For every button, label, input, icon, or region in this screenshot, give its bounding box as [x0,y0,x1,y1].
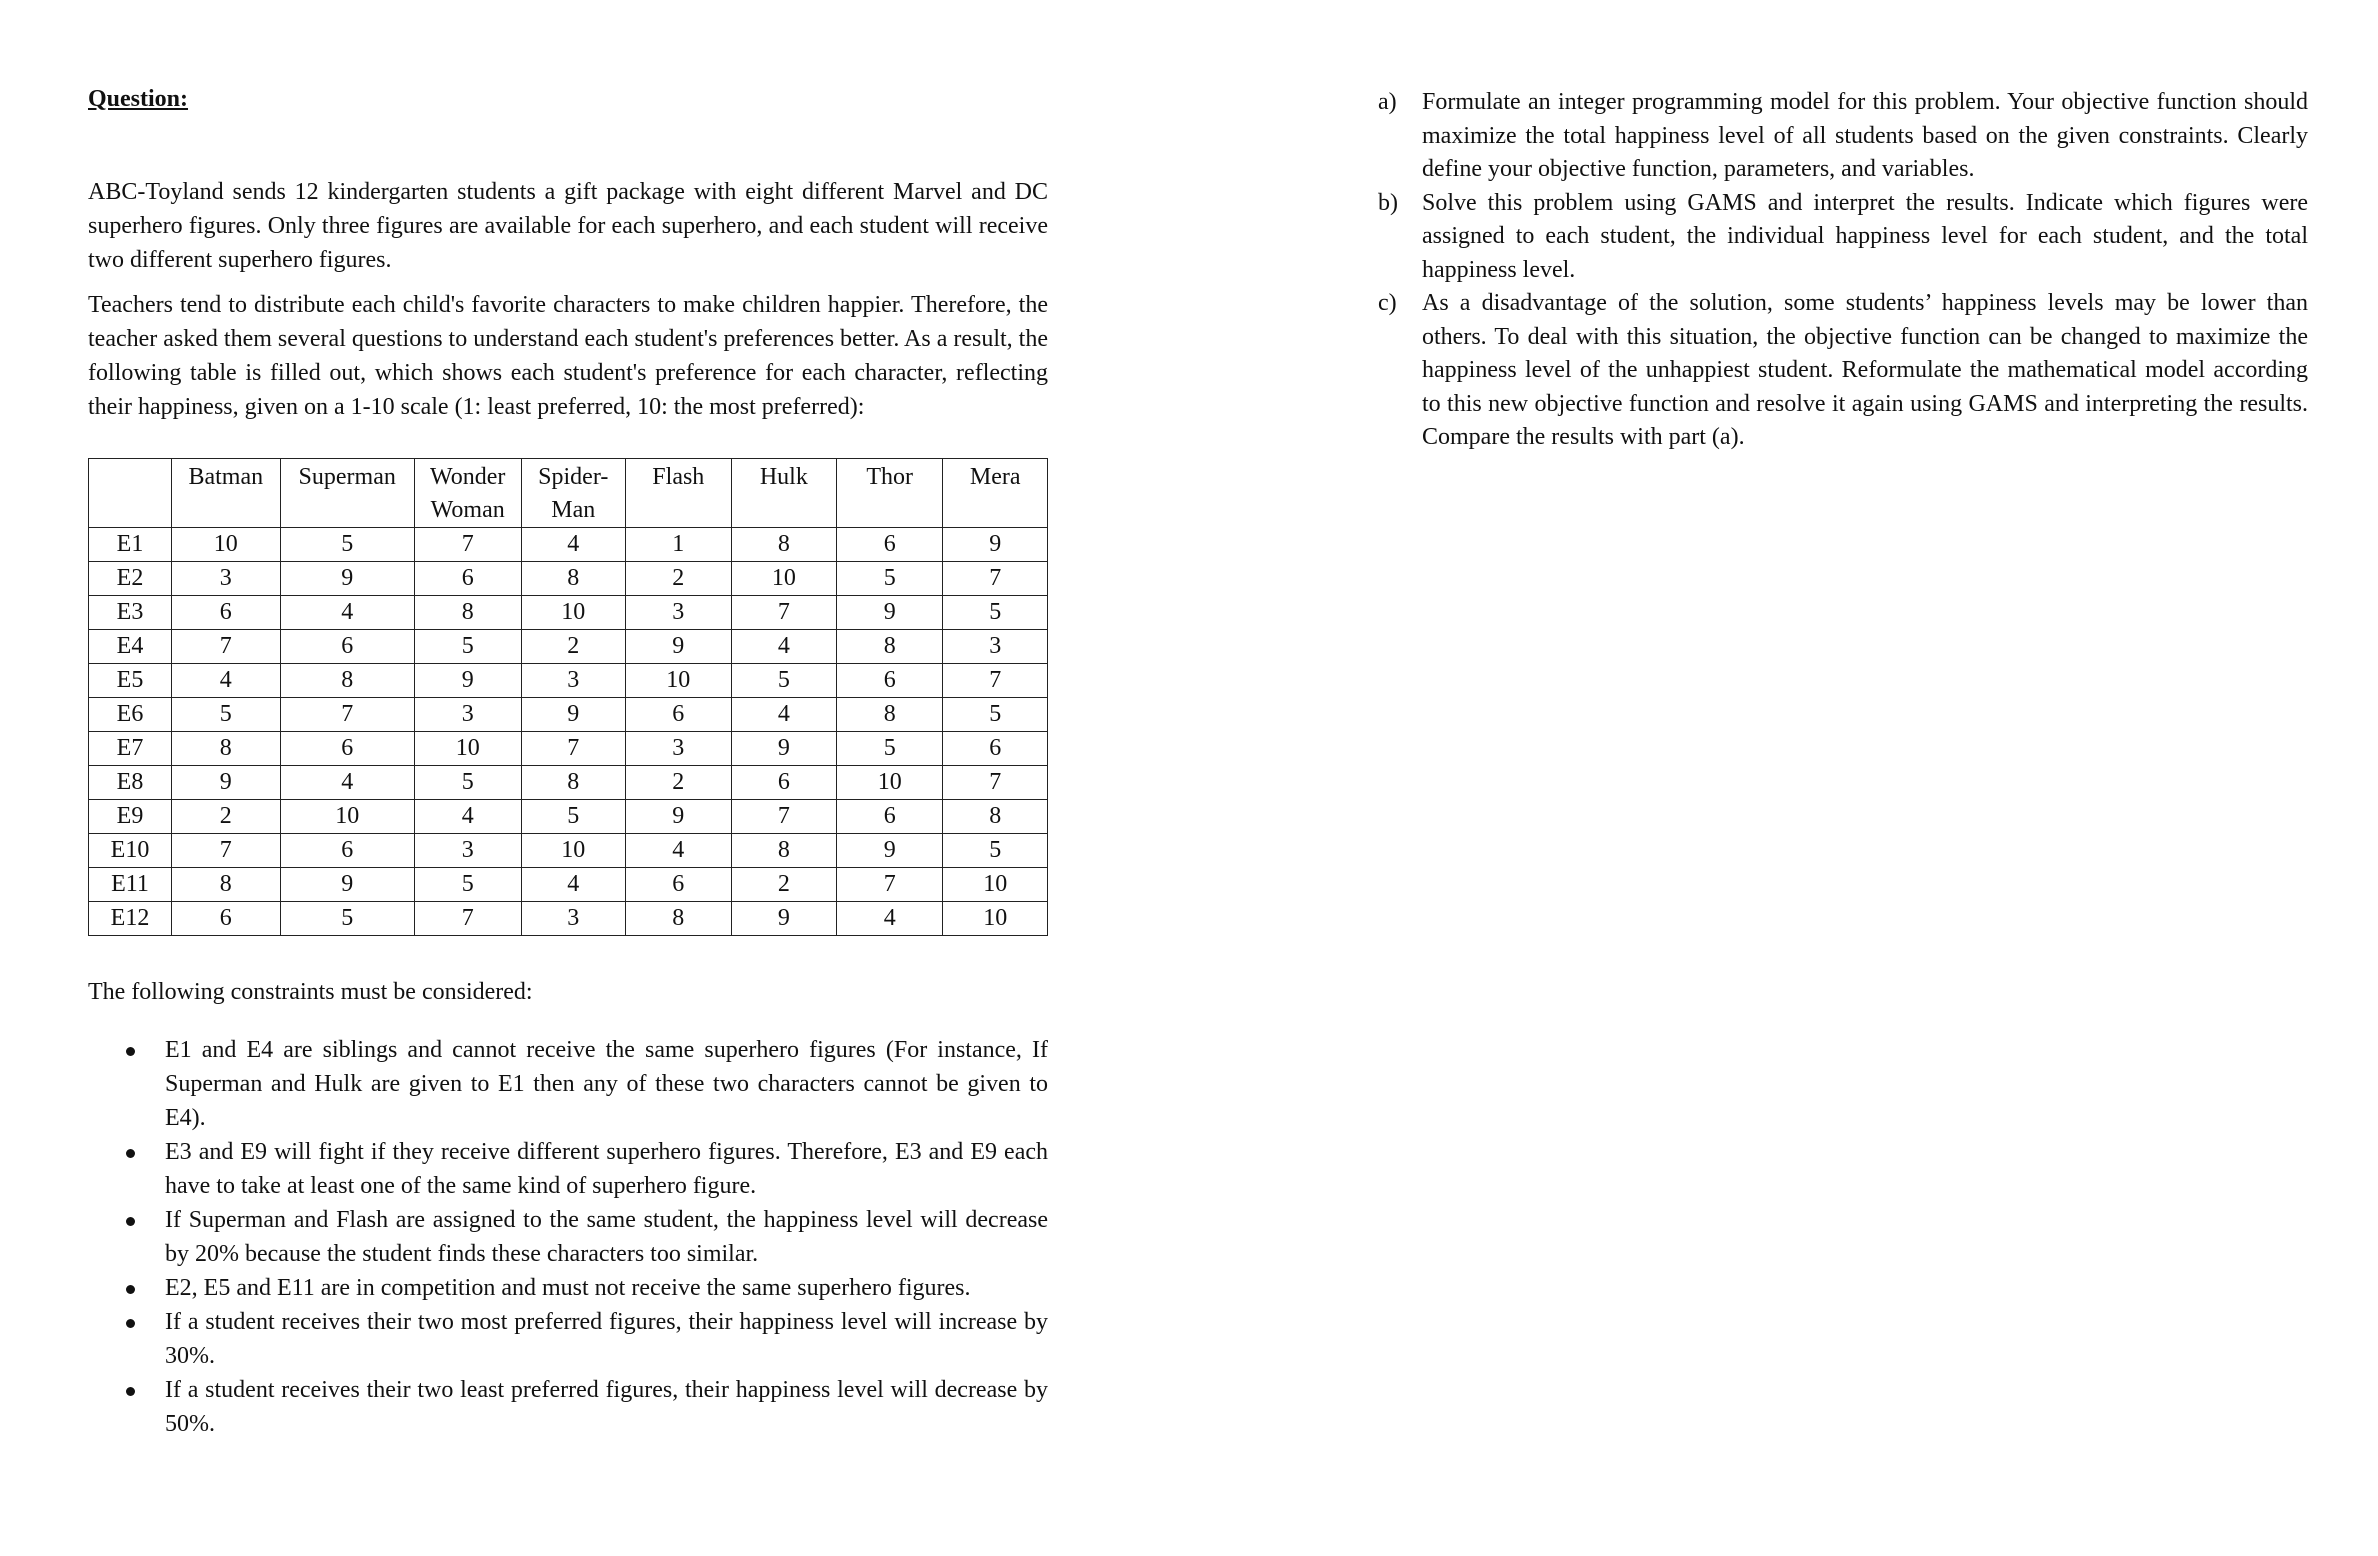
preference-cell: 3 [626,596,732,630]
header-cell: Thor [837,459,943,528]
header-cell: Superman [280,459,414,528]
preference-cell: 3 [172,562,281,596]
preference-cell: 4 [172,664,281,698]
constraint-text: If a student receives their two least preferred figures, their happiness level will decrease by 50%. [165,1377,1048,1437]
preference-cell: 5 [172,698,281,732]
constraint-item [88,1271,1048,1305]
question-part [1378,187,2308,288]
preference-cell: 6 [626,868,732,902]
table-row [89,766,1048,800]
student-label-cell: E2 [89,562,172,596]
student-label-cell: E3 [89,596,172,630]
constraint-text: If Superman and Flash are assigned to the same student, the happiness level will decrease by 20% because the student finds these characters too similar. [165,1207,1048,1267]
preference-cell: 2 [626,562,732,596]
constraint-text: E3 and E9 will fight if they receive different superhero figures. Therefore, E3 and E9 each have to take at least one of the same kind of superhero figure. [165,1139,1048,1199]
preference-cell: 6 [626,698,732,732]
preference-cell: 9 [626,800,732,834]
student-label-cell: E11 [89,868,172,902]
part-marker: c) [1378,290,1397,316]
constraint-item [88,1033,1048,1135]
preference-cell: 5 [731,664,836,698]
preference-cell: 10 [943,868,1048,902]
preference-cell: 9 [837,596,943,630]
question-heading: Question: [88,86,189,112]
preference-cell: 8 [172,732,281,766]
preference-cell: 7 [731,800,836,834]
student-label-cell: E8 [89,766,172,800]
preference-cell: 4 [414,800,521,834]
preference-cell: 9 [172,766,281,800]
preference-cell: 6 [172,596,281,630]
table-row [89,834,1048,868]
intro-paragraph-1: ABC-Toyland sends 12 kindergarten students a gift package with eight different Marvel and DC superhero figures. Only three figures are available for each superhero, and each student will receive two different superhero figures. [88,179,1048,273]
table-row [89,732,1048,766]
constraint-item [88,1135,1048,1203]
student-label-cell: E4 [89,630,172,664]
preference-cell: 4 [280,596,414,630]
table-row [89,800,1048,834]
header-cell [89,459,172,528]
preference-cell: 9 [626,630,732,664]
preference-cell: 5 [521,800,625,834]
preference-cell: 8 [837,630,943,664]
table-row [89,630,1048,664]
preference-cell: 5 [280,528,414,562]
preference-cell: 7 [172,834,281,868]
question-part [1378,86,2308,187]
bullet-icon [126,1047,135,1056]
preference-cell: 7 [837,868,943,902]
header-cell: Hulk [731,459,836,528]
constraints-list [88,1033,1048,1441]
preference-cell: 4 [280,766,414,800]
preference-cell: 7 [731,596,836,630]
preference-cell: 6 [414,562,521,596]
preference-cell: 2 [731,868,836,902]
bullet-icon [126,1217,135,1226]
preference-cell: 3 [414,698,521,732]
student-label-cell: E9 [89,800,172,834]
preference-cell: 4 [837,902,943,936]
header-cell: Spider-Man [521,459,625,528]
part-marker: a) [1378,89,1397,115]
preference-cell: 4 [626,834,732,868]
preference-cell: 6 [280,732,414,766]
preference-cell: 1 [626,528,732,562]
preference-cell: 5 [414,868,521,902]
bullet-icon [126,1387,135,1396]
constraint-item [88,1203,1048,1271]
preference-cell: 6 [280,834,414,868]
table-row [89,528,1048,562]
preference-cell: 4 [731,698,836,732]
preference-cell: 8 [731,834,836,868]
preference-cell: 7 [414,902,521,936]
student-label-cell: E7 [89,732,172,766]
preference-cell: 7 [521,732,625,766]
table-row [89,562,1048,596]
preference-cell: 8 [837,698,943,732]
preference-cell: 5 [837,562,943,596]
preference-cell: 9 [521,698,625,732]
constraint-text: E2, E5 and E11 are in competition and must not receive the same superhero figures. [165,1275,971,1301]
preference-cell: 9 [280,868,414,902]
table-row [89,664,1048,698]
preference-cell: 5 [414,766,521,800]
preference-cell: 8 [731,528,836,562]
preference-cell: 7 [943,562,1048,596]
preference-cell: 9 [280,562,414,596]
preference-cell: 6 [280,630,414,664]
preference-cell: 10 [414,732,521,766]
constraints-title: The following constraints must be considered: [88,979,533,1005]
preference-cell: 6 [172,902,281,936]
part-text: As a disadvantage of the solution, some students’ happiness levels may be lower than others. To deal with this situation, the objective function can be changed to maximize the happiness level of the unhappiest student. Reformulate the mathematical model according to this new objective function and resolve it again using GAMS and interpreting the results. Compare the results with part (a). [1422,290,2308,450]
preference-cell: 5 [943,698,1048,732]
preference-cell: 10 [626,664,732,698]
preference-cell: 3 [521,664,625,698]
preference-cell: 5 [837,732,943,766]
part-text: Solve this problem using GAMS and interpret the results. Indicate which figures were assigned to each student, the individual happiness level for each student, and the total happiness level. [1422,189,2308,283]
preference-cell: 5 [414,630,521,664]
preference-cell: 5 [943,596,1048,630]
student-label-cell: E10 [89,834,172,868]
table-row [89,868,1048,902]
preference-cell: 10 [280,800,414,834]
table-row [89,902,1048,936]
intro-paragraph-2: Teachers tend to distribute each child's favorite characters to make children happier. Therefore, the teacher asked them several questions to understand each student's preferences better. As a result, the following table is filled out, which shows each student's preference for each character, reflecting their happiness, given on a 1-10 scale (1: least preferred, 10: the most preferred): [88,292,1048,420]
question-part [1378,287,2308,455]
header-cell: Flash [626,459,732,528]
preference-cell: 7 [414,528,521,562]
preference-cell: 3 [626,732,732,766]
preference-cell: 4 [521,528,625,562]
preference-cell: 2 [626,766,732,800]
table-row [89,596,1048,630]
preference-cell: 8 [943,800,1048,834]
student-label-cell: E1 [89,528,172,562]
preference-cell: 9 [837,834,943,868]
bullet-icon [126,1285,135,1294]
preference-cell: 2 [172,800,281,834]
preference-cell: 10 [172,528,281,562]
header-cell: Batman [172,459,281,528]
preference-cell: 8 [414,596,521,630]
preference-cell: 7 [943,664,1048,698]
preference-cell: 10 [837,766,943,800]
part-marker: b) [1378,189,1398,216]
preference-cell: 9 [943,528,1048,562]
bullet-icon [126,1319,135,1328]
table-header-row [89,459,1048,528]
question-parts-list [1378,86,2308,455]
preference-cell: 8 [521,562,625,596]
preference-cell: 6 [943,732,1048,766]
table-row [89,698,1048,732]
preference-cell: 6 [837,664,943,698]
preference-cell: 8 [280,664,414,698]
constraint-item [88,1305,1048,1373]
preference-cell: 6 [837,800,943,834]
preference-cell: 2 [521,630,625,664]
preference-cell: 10 [943,902,1048,936]
preference-cell: 3 [414,834,521,868]
preference-cell: 6 [731,766,836,800]
preference-cell: 4 [521,868,625,902]
header-cell: Wonder Woman [414,459,521,528]
preference-cell: 7 [943,766,1048,800]
preference-cell: 5 [280,902,414,936]
header-cell: Mera [943,459,1048,528]
preference-cell: 8 [521,766,625,800]
preference-table [88,458,1048,936]
student-label-cell: E5 [89,664,172,698]
constraint-text: E1 and E4 are siblings and cannot receive the same superhero figures (For instance, If Superman and Hulk are given to E1 then any of these two characters cannot be given to E4). [165,1037,1048,1131]
constraint-item [88,1373,1048,1441]
preference-cell: 8 [172,868,281,902]
preference-cell: 8 [626,902,732,936]
preference-cell: 9 [731,902,836,936]
part-text: Formulate an integer programming model for this problem. Your objective function should maximize the total happiness level of all students based on the given constraints. Clearly define your objective function, parameters, and variables. [1422,89,2308,182]
preference-cell: 10 [521,834,625,868]
constraint-text: If a student receives their two most preferred figures, their happiness level will increase by 30%. [165,1309,1048,1369]
preference-cell: 10 [731,562,836,596]
preference-cell: 7 [172,630,281,664]
preference-cell: 3 [943,630,1048,664]
preference-cell: 5 [943,834,1048,868]
preference-cell: 9 [414,664,521,698]
preference-cell: 6 [837,528,943,562]
student-label-cell: E6 [89,698,172,732]
preference-cell: 10 [521,596,625,630]
bullet-icon [126,1149,135,1158]
preference-cell: 7 [280,698,414,732]
student-label-cell: E12 [89,902,172,936]
preference-cell: 4 [731,630,836,664]
preference-cell: 9 [731,732,836,766]
preference-cell: 3 [521,902,625,936]
